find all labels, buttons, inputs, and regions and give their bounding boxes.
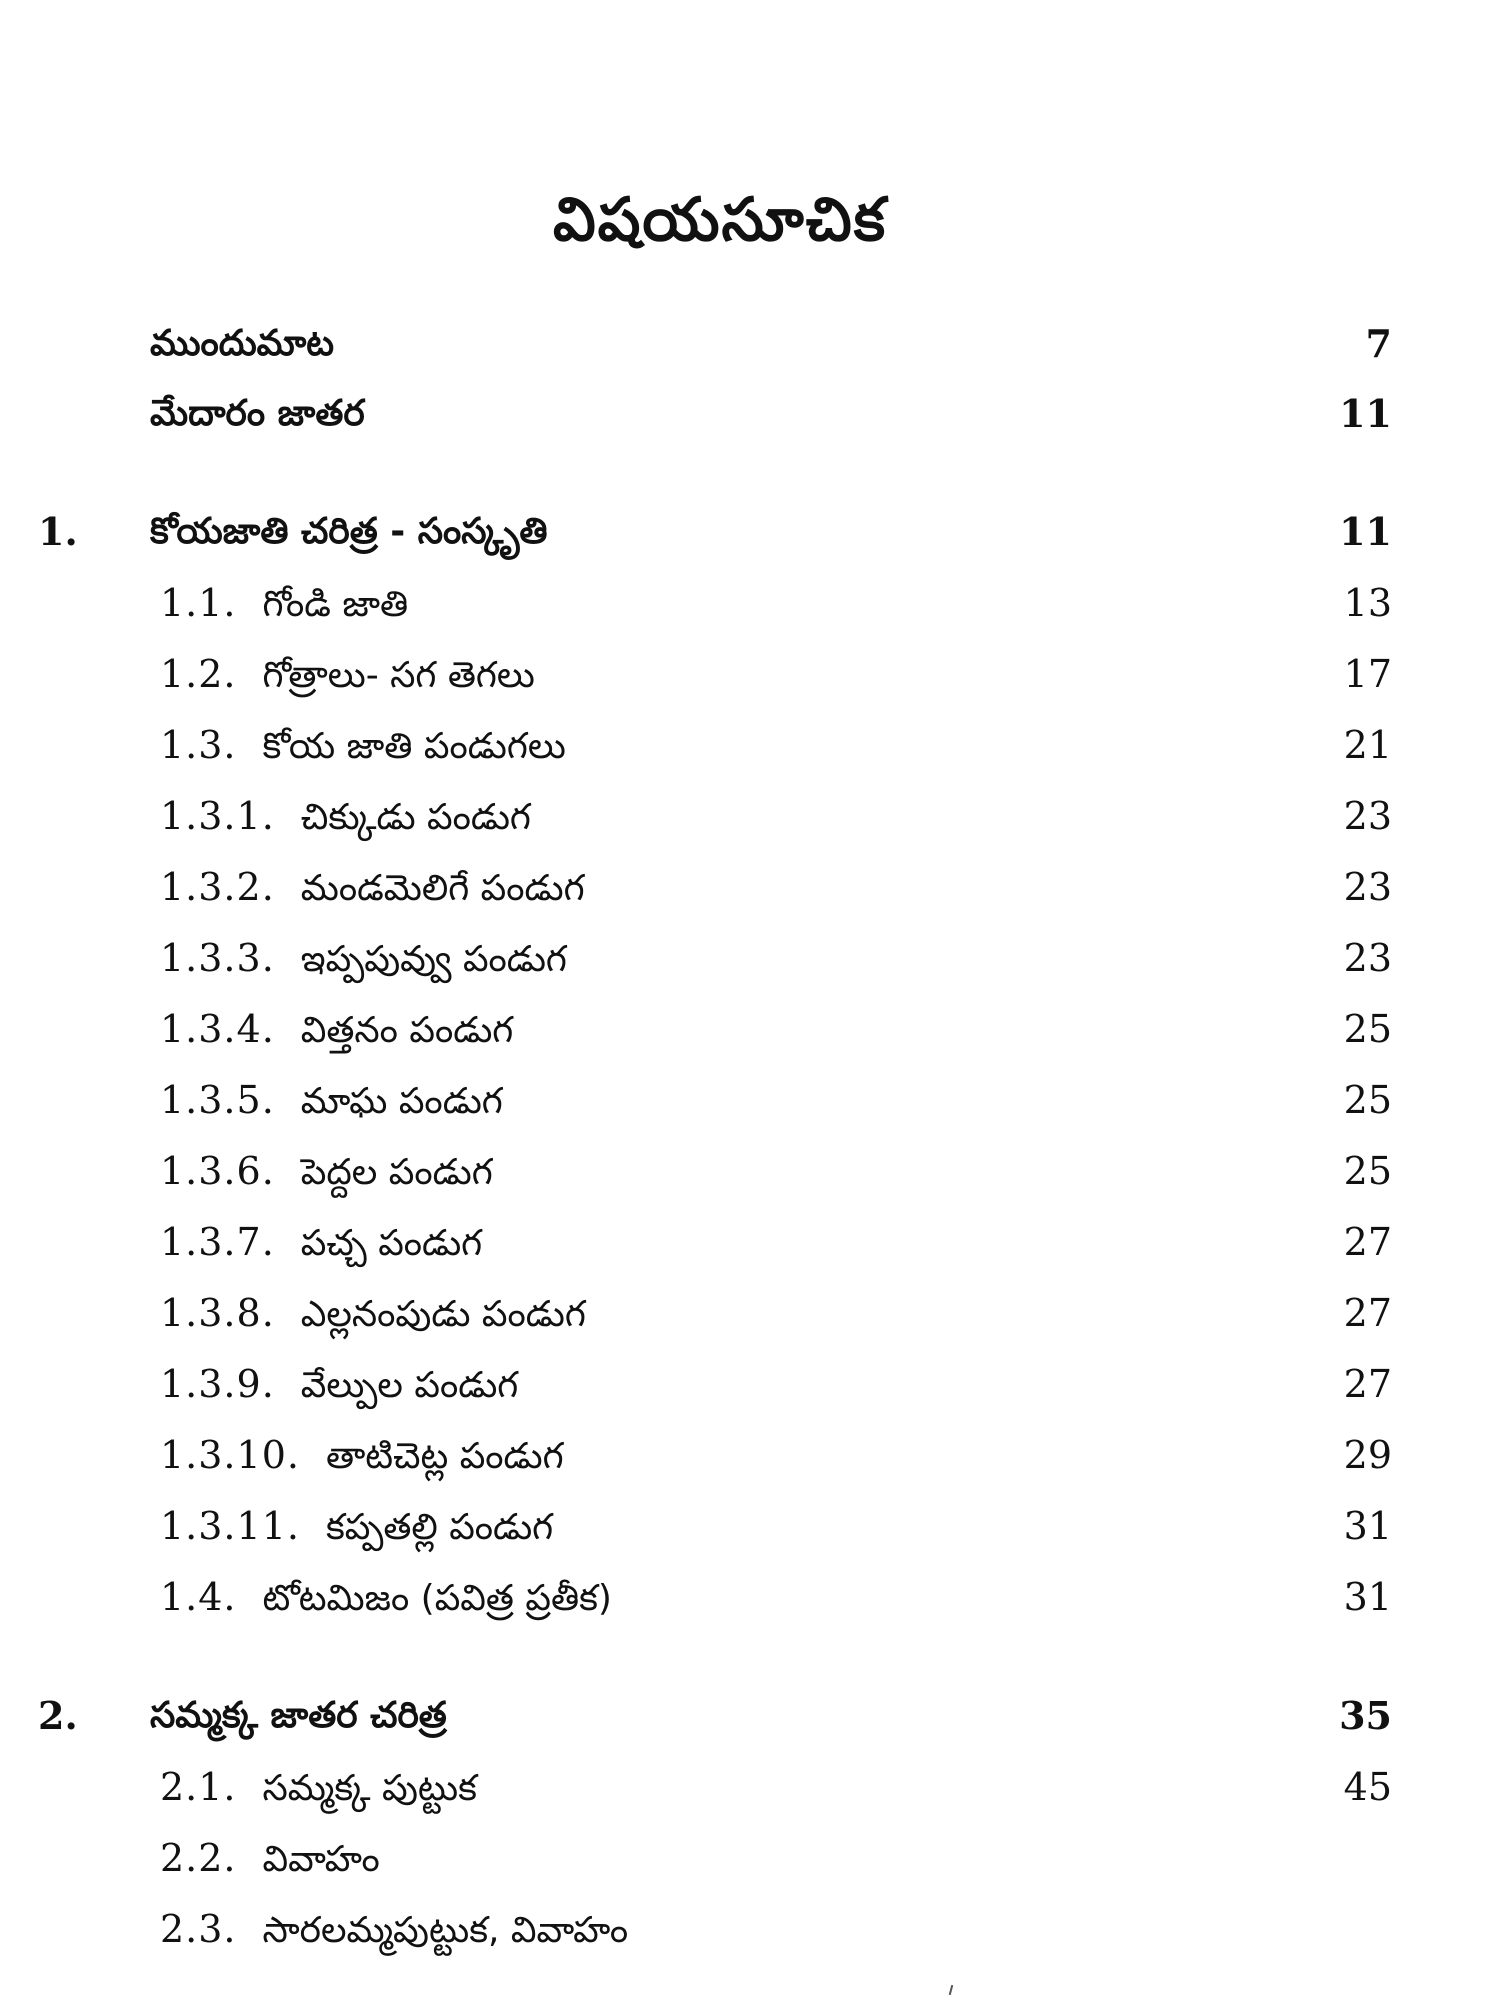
toc-entry-medaram-jathara[interactable] — [0, 384, 1500, 444]
chapter-title: సమ్మక్క జాతర చరిత్ర — [150, 1695, 447, 1736]
section-number: 1.3. — [160, 723, 237, 767]
toc-section[interactable] — [0, 1212, 1500, 1272]
section-label — [160, 1354, 518, 1416]
toc-section[interactable] — [0, 1283, 1500, 1343]
section-page: 21 — [1343, 723, 1392, 767]
section-title: చిక్కుడు పండుగ — [300, 797, 531, 838]
toc-section[interactable] — [0, 1757, 1500, 1817]
section-page: 27 — [1343, 1362, 1392, 1406]
section-label — [160, 1070, 503, 1132]
toc-entry-label: ముందుమాట — [150, 323, 335, 364]
section-number: 1.3.9. — [160, 1362, 275, 1406]
section-title: వేల్పుల పండుగ — [300, 1365, 519, 1406]
toc-section[interactable] — [0, 1141, 1500, 1201]
toc-section[interactable] — [0, 928, 1500, 988]
section-page: 27 — [1343, 1291, 1392, 1335]
section-title: తాటిచెట్ల పండుగ — [325, 1436, 564, 1477]
section-number: 1.3.7. — [160, 1220, 275, 1264]
section-title: ఇప్పపువ్వు పండుగ — [300, 939, 567, 980]
section-number: 1.3.2. — [160, 865, 275, 909]
toc-section[interactable] — [0, 644, 1500, 704]
section-number: 2.2. — [160, 1836, 237, 1880]
section-title: గోత్రాలు- సగ తెగలు — [262, 655, 535, 696]
section-label — [160, 715, 566, 777]
toc-section[interactable] — [0, 999, 1500, 1059]
section-label — [160, 857, 585, 919]
section-number: 1.2. — [160, 652, 237, 696]
section-title: టోటమిజం (పవిత్ర ప్రతీక) — [262, 1578, 612, 1619]
toc-section[interactable] — [0, 1567, 1500, 1627]
section-title: గోండి జాతి — [262, 584, 409, 625]
page-title: విషయసూచిక — [552, 185, 888, 255]
section-title: ఎల్లనంపుడు పండుగ — [300, 1294, 586, 1335]
section-label — [160, 1899, 628, 1961]
toc-chapter-1[interactable] — [0, 502, 1500, 562]
section-page: 29 — [1343, 1433, 1392, 1477]
toc-section[interactable] — [0, 573, 1500, 633]
chapter-page: 11 — [1339, 509, 1392, 554]
section-label — [160, 1567, 612, 1629]
section-title: కప్పతల్లి పండుగ — [325, 1507, 554, 1548]
toc-section[interactable] — [0, 1354, 1500, 1414]
section-label — [160, 928, 567, 990]
section-number: 1.3.4. — [160, 1007, 275, 1051]
section-title: విత్తనం పండుగ — [300, 1010, 514, 1051]
toc-section[interactable] — [0, 1496, 1500, 1556]
toc-entry-preface[interactable] — [0, 314, 1500, 374]
section-page: 13 — [1343, 581, 1392, 625]
section-page: 25 — [1343, 1149, 1392, 1193]
section-title: కోయ జాతి పండుగలు — [262, 726, 566, 767]
section-page: 23 — [1343, 794, 1392, 838]
section-label — [160, 1141, 493, 1203]
section-page: 45 — [1343, 1765, 1392, 1809]
section-page: 25 — [1343, 1078, 1392, 1122]
toc-chapter-2[interactable] — [0, 1686, 1500, 1746]
toc-section[interactable] — [0, 1899, 1500, 1959]
toc-entry-label: మేదారం జాతర — [150, 393, 365, 434]
section-number: 2.1. — [160, 1765, 237, 1809]
section-page: 27 — [1343, 1220, 1392, 1264]
section-number: 1.3.10. — [160, 1433, 300, 1477]
toc-section[interactable] — [0, 715, 1500, 775]
section-label — [160, 786, 531, 848]
section-number: 1.1. — [160, 581, 237, 625]
section-title: పెద్దల పండుగ — [300, 1152, 493, 1193]
section-title: వివాహం — [262, 1839, 380, 1880]
toc-entry-page: 11 — [1339, 391, 1392, 436]
section-label — [160, 1496, 553, 1558]
chapter-number: 2. — [38, 1693, 78, 1738]
section-page: 17 — [1343, 652, 1392, 696]
section-title: పచ్చ పండుగ — [300, 1223, 483, 1264]
toc-section[interactable] — [0, 1425, 1500, 1485]
section-number: 1.3.6. — [160, 1149, 275, 1193]
section-number: 1.3.5. — [160, 1078, 275, 1122]
section-page: 23 — [1343, 936, 1392, 980]
toc-section[interactable] — [0, 1828, 1500, 1888]
section-label — [160, 1828, 380, 1890]
section-page: 25 — [1343, 1007, 1392, 1051]
section-label — [160, 1283, 586, 1345]
toc-section[interactable] — [0, 857, 1500, 917]
section-label — [160, 573, 408, 635]
section-page: 23 — [1343, 865, 1392, 909]
chapter-title: కోయజాతి చరిత్ర - సంస్కృతి — [150, 511, 548, 552]
section-page: 31 — [1343, 1504, 1392, 1548]
toc-section[interactable] — [0, 1070, 1500, 1130]
section-title: సమ్మక్క పుట్టుక — [262, 1768, 477, 1809]
chapter-number: 1. — [38, 509, 78, 554]
section-label — [160, 999, 513, 1061]
section-number: 1.3.3. — [160, 936, 275, 980]
toc-section[interactable] — [0, 786, 1500, 846]
section-label — [160, 1425, 564, 1487]
section-number: 1.3.8. — [160, 1291, 275, 1335]
toc-entry-page: 7 — [1365, 321, 1392, 366]
chapter-page: 35 — [1339, 1693, 1392, 1738]
section-title: మాఘ పండుగ — [300, 1081, 503, 1122]
section-label — [160, 1212, 482, 1274]
section-page: 31 — [1343, 1575, 1392, 1619]
section-number: 1.3.1. — [160, 794, 275, 838]
section-number: 1.4. — [160, 1575, 237, 1619]
section-label — [160, 644, 535, 706]
section-title: సారలమ్మపుట్టుక, వివాహం — [262, 1910, 629, 1951]
section-label — [160, 1757, 477, 1819]
section-number: 2.3. — [160, 1907, 237, 1951]
section-title: మండమెలిగే పండుగ — [300, 868, 585, 909]
section-number: 1.3.11. — [160, 1504, 300, 1548]
